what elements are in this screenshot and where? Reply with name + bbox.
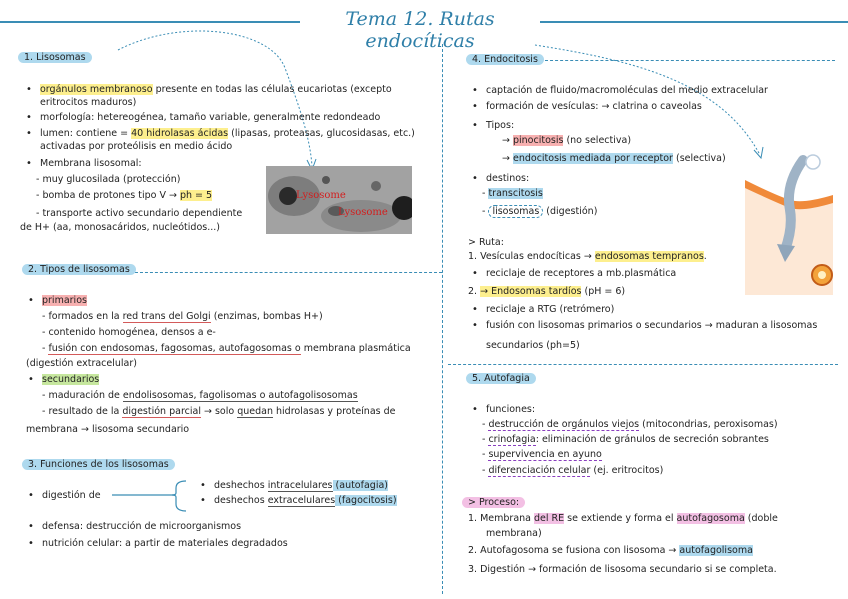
s3-digestion: • digestión de <box>42 490 101 502</box>
s4-r3-c: (pH = 6) <box>581 286 626 297</box>
s1-b3-a: lumen: contiene = <box>40 128 132 139</box>
primarios-highlight: primarios <box>42 295 87 306</box>
brace-connector <box>112 478 192 518</box>
s5-header: 5. Autofagia <box>466 373 536 384</box>
s2-s2-a: - resultado de la <box>42 406 123 417</box>
s1-b3-highlight: 40 hidrolasas ácidas <box>131 128 229 139</box>
img-label-2: Lysosome <box>338 207 388 218</box>
s1-b4-b1: - bomba de protones tipo V → <box>36 190 180 201</box>
s4-d1-a: - <box>482 188 489 199</box>
s5-f4 <box>482 465 663 477</box>
endosomas-tardios-highlight: → Endosomas tardíos <box>480 286 582 297</box>
s5-p1 <box>468 513 778 525</box>
s5-f1 <box>482 419 778 431</box>
s1-b4-b <box>36 190 212 202</box>
endosomas-tempranos-highlight: endosomas tempranos <box>594 251 704 262</box>
s4-r1-a: 1. Vesículas endocíticas → <box>468 251 595 262</box>
s5-p1-cont: membrana) <box>486 528 542 539</box>
s3-header: 3. Funciones de los lisosomas <box>22 459 175 470</box>
s4-d1 <box>482 188 543 200</box>
s5-f4-b: diferenciación celular <box>488 465 591 476</box>
s3-d2-c: (fagocitosis) <box>335 495 397 506</box>
s1-b3-c: (lipasas, proteasas, glucosidasas, etc.) <box>228 128 415 139</box>
s4-r4: • reciclaje a RTG (retrómero) <box>486 304 614 316</box>
s3-b2: • nutrición celular: a partir de materiales degradados <box>42 538 288 550</box>
s5-p1-e: (doble <box>744 513 778 524</box>
s4-d2-a: - <box>482 206 489 217</box>
img-label-1: Lysosome <box>296 190 346 201</box>
s5-p2-a: 2. Autofagosoma se fusiona con lisosoma → <box>468 545 680 556</box>
s5-p3: 3. Digestión → formación de lisosoma secundario si se completa. <box>468 564 777 575</box>
s2-header: 2. Tipos de lisosomas <box>22 264 136 275</box>
s4-r3-a: 2. <box>468 286 481 297</box>
s5-b1: • funciones: <box>486 404 535 416</box>
title-rule-right <box>540 21 848 23</box>
del-re-highlight: del RE <box>534 513 565 524</box>
s2-p3-b: fusión con endosomas, fagosomas, autofagosomas o <box>48 343 301 354</box>
s2-p1 <box>42 311 323 323</box>
s2-p3 <box>42 343 411 355</box>
s2-s2-d: quedan <box>237 406 273 417</box>
endocytosis-drawing <box>745 140 833 295</box>
s2-p1-b: red trans del Golgi <box>122 311 211 322</box>
s2-p1-a: - formados en la <box>42 311 123 322</box>
s5-f4-c: (ej. eritrocitos) <box>590 465 664 476</box>
s5-f2-b: crinofagia <box>488 434 536 445</box>
s5-f3-a: - <box>482 449 489 460</box>
s3-d1-b: intracelulares <box>267 480 333 491</box>
s2-p2: - contenido homogénea, densos a e- <box>42 327 216 338</box>
s5-f2-c: : eliminación de gránulos de secreción sobrantes <box>535 434 769 445</box>
s4-t1-c: (no selectiva) <box>563 135 632 146</box>
s2-s1-b: endolisosomas, fagolisomas o autofagolisosomas <box>122 390 358 401</box>
s5-p1-c: se extiende y forma el <box>564 513 677 524</box>
endocytosis-illustration <box>745 140 833 295</box>
s1-b1-highlight: orgánulos membranoso <box>40 84 153 95</box>
s5-f1-a: - <box>482 419 489 430</box>
s4-r5: • fusión con lisosomas primarios o secundarios → maduran a lisosomas <box>486 320 817 332</box>
s5-proceso: > Proceso: <box>462 497 525 508</box>
s1-ph-highlight: ph = 5 <box>179 190 213 201</box>
s3-b1: • defensa: destrucción de microorganismos <box>42 521 241 533</box>
s4-d2 <box>482 206 597 218</box>
divider-s5 <box>448 364 838 365</box>
s1-header: 1. Lisosomas <box>18 52 92 63</box>
s4-d2-c: (digestión) <box>543 206 598 217</box>
s2-s2-e: hidrolasas y proteínas de <box>273 406 396 417</box>
s5-f1-b: destrucción de orgánulos viejos <box>488 419 640 430</box>
s1-bullet-1 <box>40 84 392 96</box>
s1-b4-a: - muy glucosilada (protección) <box>36 174 181 185</box>
s5-f3-b: supervivencia en ayuno <box>488 449 602 460</box>
s3-d1-a: deshechos <box>214 480 268 491</box>
s5-p1-a: 1. Membrana <box>468 513 534 524</box>
s4-b4: • destinos: <box>486 173 529 185</box>
s2-s2 <box>42 406 396 418</box>
title-rule-left <box>0 21 300 23</box>
s4-r2: • reciclaje de receptores a mb.plasmática <box>486 268 676 280</box>
s1-b4-d: de H+ (aa, monosacáridos, nucleótidos...) <box>20 222 220 233</box>
secundarios-highlight: secundarios <box>42 374 100 385</box>
s3-d2-b: extracelulares <box>267 495 336 506</box>
s5-p2 <box>468 545 753 557</box>
s4-t2-c: (selectiva) <box>672 153 726 164</box>
s1-bullet-2: • morfología: hetereogénea, tamaño variable, generalmente redondeado <box>40 112 380 124</box>
s5-f2-a: - <box>482 434 489 445</box>
s2-primarios <box>42 295 87 307</box>
s4-t2-a: → <box>502 153 513 164</box>
transcitosis-highlight: transcitosis <box>488 188 543 199</box>
s4-r3 <box>468 286 625 298</box>
autofagolisoma-highlight: autofagolisoma <box>679 545 753 556</box>
s3-d2-a: deshechos <box>214 495 268 506</box>
s4-b2: • formación de vesículas: → clatrina o caveolas <box>486 101 702 113</box>
s2-s2-c: → solo <box>200 406 238 417</box>
s3-d2 <box>214 495 397 507</box>
s4-r1 <box>468 251 707 263</box>
s2-s1 <box>42 390 358 402</box>
s2-p1-c: (enzimas, bombas H+) <box>210 311 323 322</box>
s2-secundarios <box>42 374 99 386</box>
page-title: Tema 12. Rutas endocíticas <box>345 8 495 52</box>
s5-f4-a: - <box>482 465 489 476</box>
dotted-arrow <box>110 28 330 178</box>
s1-b1-cont: eritrocitos maduros) <box>40 97 137 108</box>
lisosomas-circled: lisosomas <box>488 205 543 218</box>
s2-p3-a: - <box>42 343 49 354</box>
s1-b3-cont: activadas por proteólisis en medio ácido <box>40 141 233 152</box>
s4-b1: • captación de fluido/macromoléculas del medio extracelular <box>486 85 768 97</box>
s5-f3 <box>482 449 602 461</box>
s2-s1-a: - maduración de <box>42 390 123 401</box>
s4-r1-c: . <box>703 251 707 262</box>
s2-s3: membrana → lisosoma secundario <box>26 424 190 435</box>
autofagosoma-highlight: autofagosoma <box>676 513 745 524</box>
s4-t1-a: → <box>502 135 513 146</box>
s2-p4: (digestión extracelular) <box>26 358 137 369</box>
lysosome-micrograph <box>266 166 412 234</box>
s3-d1 <box>214 480 388 492</box>
s4-r6: secundarios (ph=5) <box>486 340 580 351</box>
s2-s2-b: digestión parcial <box>122 406 201 417</box>
s4-ruta: > Ruta: <box>468 237 504 248</box>
divider-s2 <box>130 272 442 273</box>
s2-p3-c: membrana plasmática <box>300 343 411 354</box>
s4-header: 4. Endocitosis <box>466 54 544 65</box>
pinocitosis-highlight: pinocitosis <box>512 135 564 146</box>
s5-f2 <box>482 434 769 446</box>
s4-t2 <box>502 153 726 165</box>
s4-t1 <box>502 135 631 147</box>
s1-b4-c: - transporte activo secundario dependiente <box>36 208 243 219</box>
s5-f1-c: (mitocondrias, peroxisomas) <box>639 419 778 430</box>
s4-b3: • Tipos: <box>486 120 514 132</box>
column-divider <box>442 44 443 594</box>
s1-b1-rest: presente en todas las células eucariotas (excepto <box>152 84 392 95</box>
s1-bullet-4: • Membrana lisosomal: <box>40 158 142 170</box>
s3-d1-c: (autofagia) <box>332 480 388 491</box>
s1-bullet-3 <box>40 128 415 140</box>
receptor-highlight: endocitosis mediada por receptor <box>512 153 673 164</box>
